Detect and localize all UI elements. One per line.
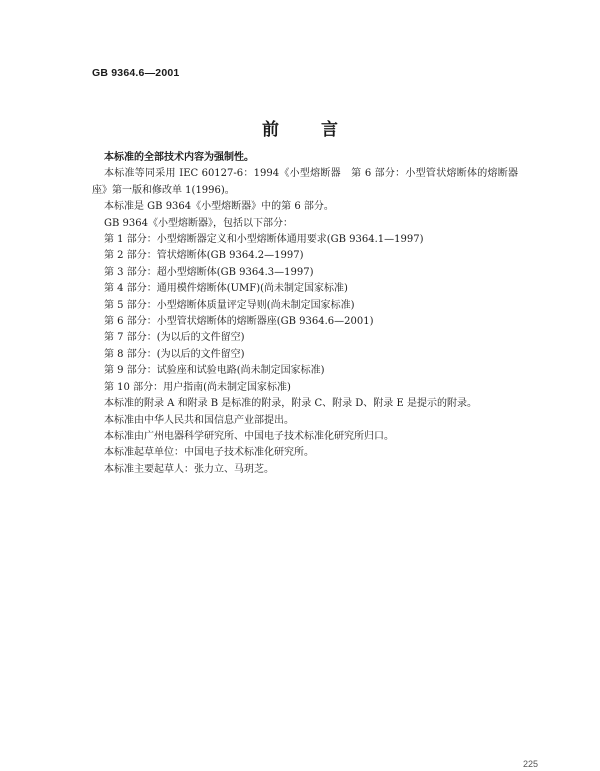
- paragraph-drafters: 本标准主要起草人：张力立、马玥芝。: [104, 463, 274, 475]
- paragraph-part-of: 本标准是 GB 9364《小型熔断器》中的第 6 部分。: [104, 201, 334, 213]
- list-item-part-5: 第 5 部分：小型熔断体质量评定导则(尚未制定国家标准): [104, 299, 355, 311]
- list-item-part-6: 第 6 部分：小型管状熔断体的熔断器座(GB 9364.6—2001): [104, 316, 374, 328]
- paragraph-adoption: 本标准等同采用 IEC 60127-6：1994《小型熔断器 第 6 部分：小型管状熔断体的熔断器座》第一版和修改单 1(1996)。: [92, 168, 518, 196]
- paragraph-proposed-by: 本标准由中华人民共和国信息产业部提出。: [104, 414, 294, 426]
- standard-code: GB 9364.6—2001: [92, 67, 180, 79]
- paragraph-annexes: 本标准的附录 A 和附录 B 是标准的附录，附录 C、附录 D、附录 E 是提示的附录。: [104, 398, 477, 410]
- page-title: 前言: [262, 120, 380, 140]
- page-number: 225: [522, 759, 538, 769]
- list-item-part-2: 第 2 部分：管状熔断体(GB 9364.2—1997): [104, 250, 304, 262]
- paragraph-centralized-by: 本标准由广州电器科学研究所、中国电子技术标准化研究所归口。: [104, 430, 394, 442]
- list-item-part-3: 第 3 部分：超小型熔断体(GB 9364.3—1997): [104, 266, 314, 278]
- list-item-part-1: 第 1 部分：小型熔断器定义和小型熔断体通用要求(GB 9364.1—1997): [104, 234, 424, 246]
- paragraph-mandatory: 本标准的全部技术内容为强制性。: [104, 152, 254, 163]
- list-item-part-4: 第 4 部分：通用模件熔断体(UMF)(尚未制定国家标准): [104, 283, 348, 295]
- paragraph-parts-intro: GB 9364《小型熔断器》，包括以下部分：: [104, 217, 293, 229]
- paragraph-drafting-unit: 本标准起草单位：中国电子技术标准化研究所。: [104, 447, 314, 459]
- document-body: [92, 150, 518, 478]
- list-item-part-9: 第 9 部分：试验座和试验电路(尚未制定国家标准): [104, 365, 325, 377]
- list-item-part-8: 第 8 部分：(为以后的文件留空): [104, 348, 245, 360]
- list-item-part-10: 第 10 部分：用户指南(尚未制定国家标准): [104, 381, 291, 393]
- list-item-part-7: 第 7 部分：(为以后的文件留空): [104, 332, 245, 344]
